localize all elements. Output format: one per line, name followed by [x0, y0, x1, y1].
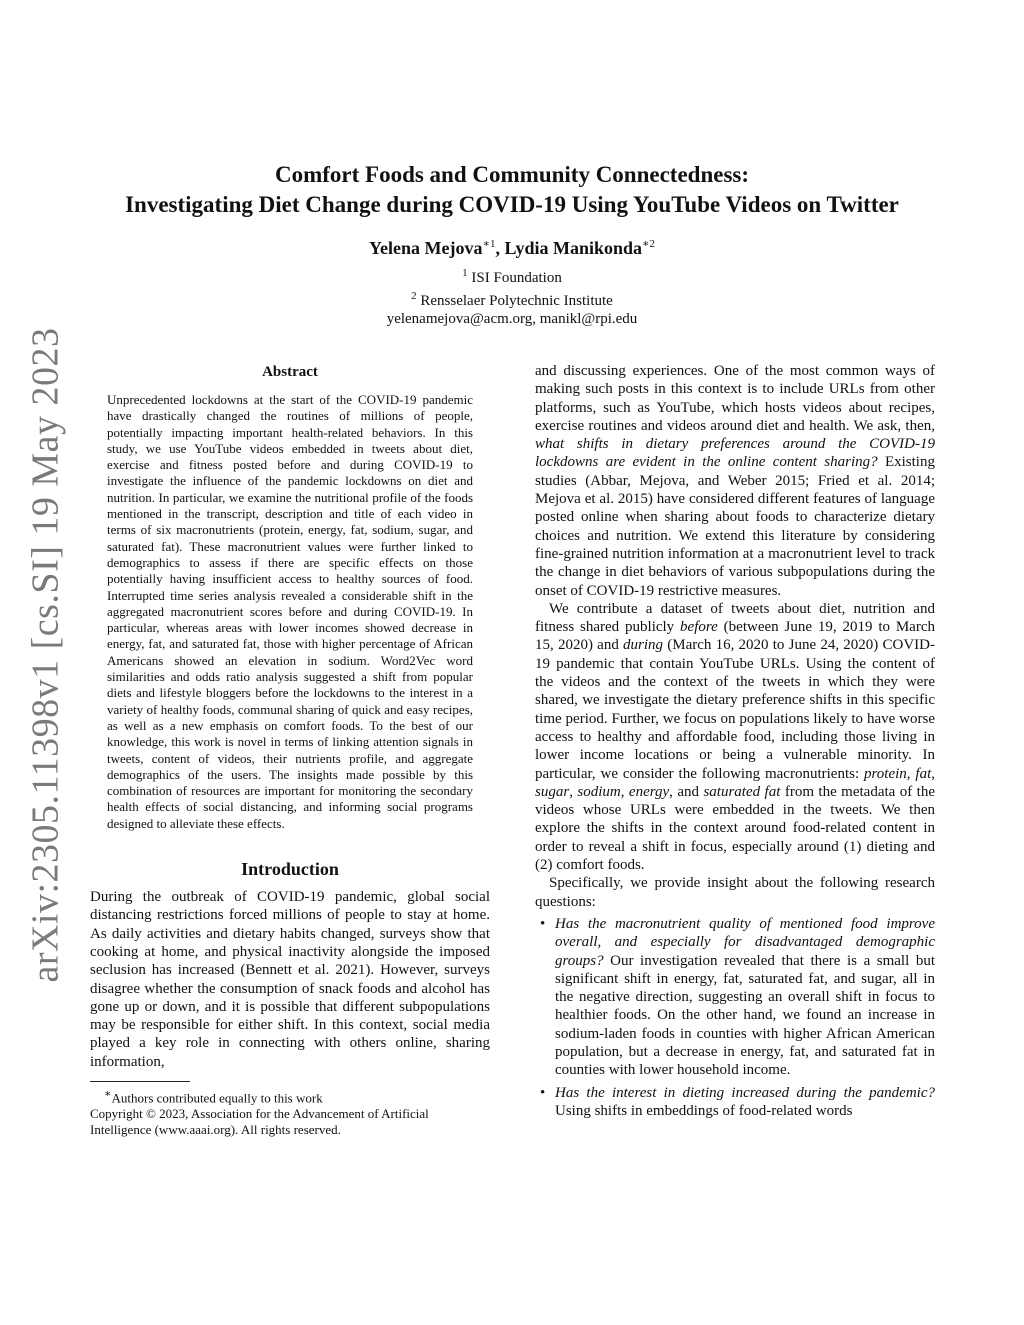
abstract-heading: Abstract: [262, 364, 318, 380]
answer-1: Our investigation revealed that there is a small but significant shift in energy, fat, saturated fat, and sugar, all in the negative direction, suggesting an overall shift in focus to healthier foods. On the other hand, we found an increase in sodium-laden foods in counties with higher African American population, but a decrease in energy, fat, and saturated fat in counties with lower household income.: [555, 952, 935, 1079]
copyright-line-1: Copyright © 2023, Association for the Advancement of Artificial: [90, 1106, 429, 1122]
right-paragraph-2: [535, 600, 935, 874]
question-2: Has the interest in dieting increased during the pandemic?: [555, 1084, 935, 1101]
introduction-heading: Introduction: [241, 859, 339, 880]
affiliation-2-number: 2: [411, 290, 417, 302]
list-item: [540, 1084, 935, 1121]
nutrient-sodium: sodium: [577, 783, 621, 800]
nutrient-fat: fat: [915, 765, 932, 782]
right-column: [535, 362, 935, 1124]
equal-contribution-text: Authors contributed equally to this work: [111, 1090, 323, 1106]
left-column: [90, 362, 490, 1138]
para2-text-a: We contribute a dataset of tweets about diet, nutrition and fitness shared publicly: [535, 600, 935, 636]
author-2-mark: ∗2: [642, 238, 655, 250]
equal-contribution-footnote: [90, 1086, 490, 1106]
research-questions-list: [535, 915, 935, 1120]
arxiv-stamp: [14, 327, 78, 983]
nutrient-separator: ,: [906, 765, 916, 782]
bullet-icon: •: [540, 1084, 546, 1101]
title-line-1: Comfort Foods and Community Connectedness:: [274, 162, 750, 187]
nutrient-separator: ,: [931, 765, 936, 782]
right-paragraph-1: [535, 362, 935, 600]
affiliation-2-name: Rensselaer Polytechnic Institute: [420, 293, 613, 309]
nutrient-energy: energy: [628, 783, 670, 800]
arxiv-identifier[interactable]: arXiv:2305.11398v1 [cs.SI] 19 May 2023: [25, 327, 68, 983]
nutrient-separator: ,: [569, 783, 578, 800]
affiliation-1: [80, 264, 944, 287]
author-1-name: Yelena Mejova: [369, 238, 483, 258]
before-emphasis: before: [680, 619, 718, 636]
research-question-emphasis: what shifts in dietary preferences around the COVID-19 lockdowns are evident in the online content sharing?: [535, 436, 935, 471]
bullet-icon: •: [540, 915, 546, 932]
title-line-2: Investigating Diet Change during COVID-19 Using YouTube Videos on Twitter: [125, 192, 899, 217]
nutrient-sugar: sugar: [535, 783, 570, 800]
nutrient-separator: ,: [620, 783, 629, 800]
para2-text-c: (March 16, 2020 to June 24, 2020) COVID-19 pandemic that contain YouTube URLs. Using the content of the videos and the context of the tweets in which they were shared, we investigate the dietary preference shifts in this specific time period. Further, we focus on populations likely to have worse access to healthy and affordable food, including those living in lower income locations or being a vulnerable minority. In particular, we consider the following macronutrients:: [535, 637, 935, 782]
nutrient-saturated-fat: saturated fat: [703, 783, 781, 800]
affiliation-1-number: 1: [462, 267, 468, 279]
copyright-notice: [90, 1106, 490, 1138]
footnote-mark: ∗: [104, 1087, 112, 1100]
para1-text-a: and discussing experiences. One of the most common ways of making such posts in this context is to include URLs from other platforms, such as YouTube, which hosts videos about recipes, exercise routines and videos around diet and health. We ask, then,: [535, 363, 935, 434]
affiliation-1-name: ISI Foundation: [471, 270, 562, 286]
affiliations: [80, 264, 944, 328]
nutrient-protein: protein: [864, 765, 907, 782]
list-item: [540, 915, 935, 1080]
nutrient-separator: , and: [669, 783, 704, 800]
paper-title: [80, 160, 944, 220]
author-2-name: Lydia Manikonda: [504, 238, 643, 258]
copyright-line-2: Intelligence (www.aaai.org). All rights reserved.: [90, 1122, 341, 1138]
para2-text-b: (between June 19, 2019 to March 15, 2020) and: [535, 619, 935, 654]
para2-text-d: from the metadata of the videos whose URLs were embedded in the tweets. We then explore the shifts in the context around food-related content in order to reveal a shift in focus, especially around (1) dieting and (2) comfort foods.: [535, 783, 935, 874]
author-1-mark: ∗1: [482, 238, 496, 250]
introduction-paragraph: During the outbreak of COVID-19 pandemic, global social distancing restrictions forced millions of people to stay at home. As daily activities and dietary habits changed, surveys show that cooking at home, and physical inactivity alongside the imposed seclusion has increased (Bennett et al. 2021). However, surveys disagree whether the consumption of snack foods and alcohol has gone up or down, and it is possible that different subpopulations may be responsible for either shift. In this context, social media played a key role in connecting with others online, sharing information,: [90, 889, 490, 1070]
right-paragraph-3: Specifically, we provide insight about the following research questions:: [535, 875, 935, 910]
during-emphasis: during: [623, 637, 664, 654]
author-list: [80, 232, 944, 260]
para1-text-b: Existing studies (Abbar, Mejova, and Weber 2015; Fried et al. 2014; Mejova et al. 2015) have considered different features of language posted online when sharing about foods to characterize dietary choices and nutrition. We extend this literature by considering fine-grained nutrition information at a macronutrient level to track the change in diet behaviors of various subpopulations during the onset of COVID-19 restrictive measures.: [535, 454, 935, 599]
question-1: Has the macronutrient quality of mentioned food improve overall, and especially for disadvantaged demographic groups?: [555, 915, 935, 969]
author-emails[interactable]: yelenamejova@acm.org, manikl@rpi.edu: [386, 311, 638, 327]
footnote-rule: [90, 1081, 190, 1082]
affiliation-2: [80, 287, 944, 310]
author-separator: ,: [495, 238, 505, 258]
abstract-text: Unprecedented lockdowns at the start of the COVID-19 pandemic have drastically changed the routines of millions of people, potentially impacting important health-related behaviors. In this study, we use YouTube videos embedded in tweets about diet, exercise and fitness posted before and during COVID-19 to investigate the influence of the pandemic lockdowns on diet and nutrition. In particular, we examine the nutritional profile of the foods mentioned in the transcript, description and title of each video in terms of six macronutrients (protein, energy, fat, sodium, sugar, and saturated fat). These macronutrient values were further linked to demographics to assess if there are specific effects on those potentially having insufficient access to healthy sources of food. Interrupted time series analysis revealed a considerable shift in the aggregated macronutrient scores before and during COVID-19. In particular, whereas areas with lower incomes showed decrease in energy, fat, and saturated fat, those with higher percentage of African Americans showed an elevation in sodium. Word2Vec word similarities and odds ratio analysis suggested a shift from popular diets and lifestyle bloggers before the lockdowns to the interest in a variety of healthy foods, communal sharing of quick and easy recipes, as well as a new emphasis on comfort foods. To the best of our knowledge, this work is novel in terms of linking attention signals in tweets, content of videos, their nutrients profile, and aggregate demographics of the users. The insights made possible by this combination of resources are important for monitoring the secondary health effects of social distancing, and informing social programs designed to alleviate these effects.: [107, 392, 473, 831]
answer-2: Using shifts in embeddings of food-related words: [555, 1102, 853, 1119]
